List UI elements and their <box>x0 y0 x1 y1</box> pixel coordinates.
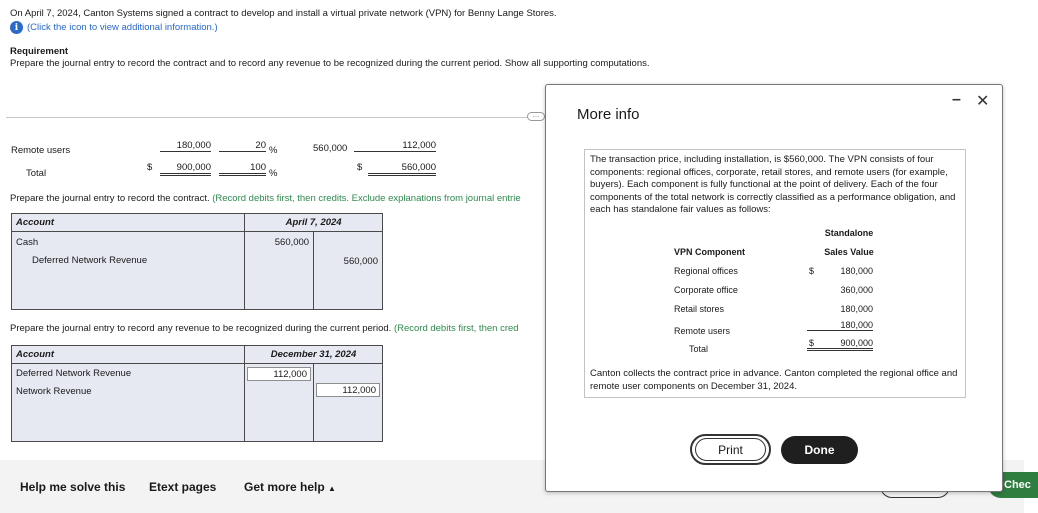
computation-price: 560,000 <box>313 143 348 154</box>
total-value: 900,000 <box>807 338 873 351</box>
account-line[interactable]: Cash <box>16 237 39 248</box>
component-name: Remote users <box>674 326 731 336</box>
account-cell <box>12 232 245 310</box>
computation-label: Total <box>26 168 47 179</box>
requirement-text: Prepare the journal entry to record the contract and to record any revenue to be recognized during the current period. Show all supporting computations. <box>10 58 650 69</box>
get-more-help-button[interactable] <box>244 480 336 494</box>
account-line[interactable]: Deferred Network Revenue <box>32 255 148 266</box>
component-name: Retail stores <box>674 304 725 314</box>
drag-handle[interactable]: … <box>527 112 545 121</box>
percent-sign: % <box>269 145 278 156</box>
info-footer: Canton collects the contract price in advance. Canton completed the regional office and remote user components on December 31, 2024. <box>590 368 958 392</box>
computation-percent: 100 <box>219 162 266 176</box>
entry2-instruction <box>10 323 545 334</box>
debit-cell <box>245 364 314 442</box>
problem-intro: On April 7, 2024, Canton Systems signed a contract to develop and install a virtual private network (VPN) for Benny Lange Stores. <box>10 8 557 19</box>
more-info-dialog <box>545 84 1003 492</box>
requirement-title: Requirement <box>10 46 69 57</box>
computation-value: 900,000 <box>160 162 211 176</box>
entry1-instruction <box>10 193 545 204</box>
print-button-label: Print <box>695 438 766 461</box>
done-button[interactable]: Done <box>781 436 858 464</box>
dialog-title: More info <box>577 106 640 123</box>
dollar-sign: $ <box>357 162 363 173</box>
journal-entry-1 <box>11 213 383 310</box>
debit-input[interactable]: 112,000 <box>247 367 311 381</box>
credit-input[interactable]: 112,000 <box>316 383 380 397</box>
computation-percent: 20 <box>219 140 266 152</box>
col-account-header: Account <box>12 346 245 364</box>
caret-up-icon: ▲ <box>328 484 336 493</box>
info-paragraph: The transaction price, including installation, is $560,000. The VPN consists of four components: regional offices, corporate, retail stores, and remote users (for example, buyers). Each component is fully functional at the point of delivery. Each of the four components of the total network is correctly classified as a performance obligation, and each has standalone fair values as follows: <box>590 154 956 215</box>
help-me-solve-button[interactable]: Help me solve this <box>20 480 126 494</box>
account-cell <box>12 364 245 442</box>
computation-result: 560,000 <box>368 162 436 176</box>
get-more-help-label: Get more help <box>244 480 325 494</box>
standalone-header-line1: Standalone <box>824 228 874 238</box>
total-label: Total <box>689 344 709 354</box>
computation-result: 112,000 <box>354 140 436 152</box>
info-box <box>584 149 966 398</box>
component-value: 180,000 <box>840 304 873 314</box>
component-value: 360,000 <box>840 285 873 295</box>
entry1-instruction-note: (Record debits first, then credits. Exclude explanations from journal entrie <box>212 193 521 204</box>
percent-sign: % <box>269 168 278 179</box>
dollar-sign: $ <box>809 338 815 348</box>
debit-cell <box>245 232 314 310</box>
journal-entry-2 <box>11 345 383 442</box>
print-button[interactable] <box>690 434 771 465</box>
info-row <box>10 21 218 34</box>
entry2-instruction-text: Prepare the journal entry to record any revenue to be recognized during the current period. <box>10 323 392 334</box>
credit-cell <box>314 364 383 442</box>
computation-label: Remote users <box>11 145 71 156</box>
col-date-header: December 31, 2024 <box>245 346 383 364</box>
entry1-instruction-text: Prepare the journal entry to record the contract. <box>10 193 210 204</box>
close-icon[interactable]: ✕ <box>976 93 990 110</box>
component-name: Corporate office <box>674 285 738 295</box>
col-date-header: April 7, 2024 <box>245 214 383 232</box>
component-name: Regional offices <box>674 266 738 276</box>
info-link[interactable]: (Click the icon to view additional information.) <box>27 22 218 33</box>
account-line[interactable]: Deferred Network Revenue <box>16 368 132 379</box>
component-value: 180,000 <box>807 320 873 331</box>
entry2-instruction-note: (Record debits first, then cred <box>393 323 519 334</box>
info-icon[interactable]: i <box>10 21 23 34</box>
col-account-header: Account <box>12 214 245 232</box>
minimize-icon[interactable]: – <box>952 91 961 108</box>
computation-value: 180,000 <box>160 140 211 152</box>
component-value: 180,000 <box>840 266 873 276</box>
credit-cell <box>314 232 383 310</box>
dollar-sign: $ <box>809 266 815 276</box>
debit-value[interactable]: 560,000 <box>274 237 310 248</box>
etext-pages-button[interactable]: Etext pages <box>149 480 217 494</box>
check-answer-button[interactable]: Chec <box>988 472 1038 498</box>
account-line[interactable]: Network Revenue <box>16 386 92 397</box>
dollar-sign: $ <box>147 162 153 173</box>
section-divider <box>6 117 546 118</box>
credit-value[interactable]: 560,000 <box>343 256 378 267</box>
standalone-header-line2: Sales Value <box>824 247 874 257</box>
component-header: VPN Component <box>674 247 745 257</box>
